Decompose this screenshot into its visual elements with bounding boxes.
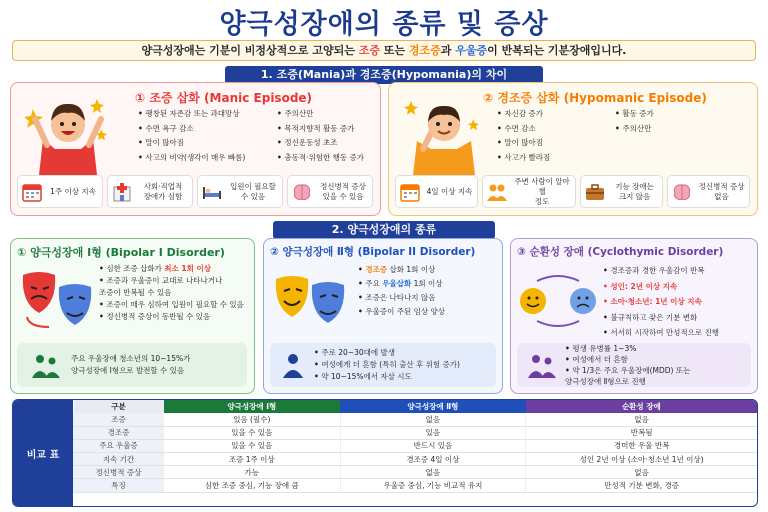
mania-symptom: • 주의산만: [277, 107, 364, 122]
mania-criteria: [17, 175, 373, 208]
hospital-icon: [111, 181, 133, 203]
table-cell: 반드시 있음: [340, 439, 526, 452]
hypomania-symptom: • 활동 증가: [615, 107, 654, 122]
cyclothymic-item: • 불규칙하고 잦은 기분 변화: [603, 310, 719, 326]
table-cell: 조증 1주 이상: [164, 453, 341, 466]
mood-cycle-icon: [517, 275, 599, 327]
intro-mid2: 과: [440, 44, 456, 57]
bipolar1-item-b: 최소 1회 이상: [164, 264, 211, 273]
cyclothymic-note-list: [565, 343, 690, 387]
hypomania-title: ② 경조증 삽화 (Hypomanic Episode): [483, 91, 707, 105]
comparison-grid: [73, 400, 757, 493]
table-cell: 있음 (필수): [164, 413, 341, 426]
cyclothymic-note-item: • 약 1/3은 주요 우울장애(MDD) 또는 양극성장애 Ⅱ형으로 진행: [565, 365, 690, 387]
table-cell: 반복됨: [526, 426, 757, 439]
bipolar1-item: • 조증이 매우 심하여 입원이 필요할 수 있음: [99, 299, 254, 311]
table-cell: 성인 2년 이상 (소아·청소년 1년 이상): [526, 453, 757, 466]
bipolar2-item-c: 주요: [365, 279, 383, 288]
hypomania-symptom: • 사고가 빨라짐: [497, 151, 550, 166]
hospital-bed-icon: [201, 181, 223, 203]
cyclothymic-item: • 서서히 시작하여 만성적으로 진행: [603, 325, 719, 341]
calendar-icon: [399, 181, 421, 203]
criteria-psychosis-text: 정신병적 증상 있을 수 있음: [320, 181, 366, 201]
bipolar2-note-item: • 주로 20~30대에 발생: [314, 347, 460, 359]
page-title: 양극성장애의 종류 및 증상: [219, 9, 549, 40]
criteria-duration-text: 4일 이상 지속: [426, 186, 473, 196]
table-cell: 조증: [74, 413, 164, 426]
bipolar2-item: [358, 277, 445, 291]
bipolar2-item-a: 경조증: [365, 265, 388, 274]
mania-symptoms-left: [138, 107, 245, 165]
people-icon: [31, 352, 61, 378]
excited-person-illustration: [25, 89, 111, 175]
table-header: 순환성 장애: [526, 400, 757, 413]
calendar-icon: [21, 181, 43, 203]
mania-symptom: • 정신운동성 초조: [277, 136, 364, 151]
cyclothymic-panel: [510, 238, 758, 394]
bipolar2-note-item: • 약 10~15%에서 자살 시도: [314, 371, 460, 383]
mania-panel: [10, 82, 381, 216]
bipolar1-title: ① 양극성장애 Ⅰ형 (Bipolar I Disorder): [17, 246, 225, 259]
mania-title: ① 조증 삽화 (Manic Episode): [135, 91, 313, 105]
people-icon: [527, 352, 557, 378]
table-row: [74, 479, 758, 492]
table-row: [74, 413, 758, 426]
criteria-function-text: 기능 장애는 크지 않음: [615, 181, 654, 201]
bipolar2-note-list: [314, 347, 460, 383]
intro-mania: 조증: [358, 44, 380, 57]
mania-symptoms-right: [277, 107, 364, 165]
hypomania-symptoms-left: [497, 107, 550, 165]
cyclothymic-item: • 소아·청소년: 1년 이상 지속: [603, 294, 719, 310]
briefcase-icon: [584, 181, 606, 203]
bipolar2-item-d: 우울삽화: [382, 279, 412, 288]
bipolar2-panel: [263, 238, 503, 394]
intro-post: 이 반복되는 기분장애입니다.: [487, 44, 627, 57]
person-icon: [282, 352, 304, 378]
brain-icon: [291, 181, 313, 203]
criteria-hospitalization: [197, 175, 283, 208]
people-icon: [486, 181, 508, 203]
criteria-duration-text: 1주 이상 지속: [50, 186, 96, 196]
hypomania-symptom: • 주의산만: [615, 122, 654, 137]
criteria-duration: [17, 175, 103, 208]
comparison-table: [12, 399, 758, 507]
table-cell: 경미한 우울 반복: [526, 439, 757, 452]
bipolar1-note-text: 주요 우울장애 청소년의 10~15%가 양극성장애 Ⅰ형으로 발전할 수 있음: [71, 354, 191, 375]
criteria-impairment-text: 사회·직업적 장애가 심함: [143, 181, 183, 201]
hypomania-panel: [388, 82, 758, 216]
cyclothymic-note: [517, 343, 751, 387]
mania-symptom: • 말이 많아짐: [138, 136, 245, 151]
brain-icon: [671, 181, 693, 203]
table-cell: 정신병적 증상: [74, 466, 164, 479]
table-cell: 심한 조증 중심, 기능 장애 큼: [164, 479, 341, 492]
mania-symptom: • 수면 욕구 감소: [138, 122, 245, 137]
criteria-noticeable: [482, 175, 576, 208]
section1-header: 1. 조증(Mania)과 경조증(Hypomania)의 차이: [225, 66, 543, 84]
criteria-function: [580, 175, 663, 208]
table-cell: 주요 우울증: [74, 439, 164, 452]
hypomania-symptom: • 자신감 증가: [497, 107, 550, 122]
table-cell: 없음: [526, 413, 757, 426]
cyclothymic-criteria: [603, 263, 719, 341]
table-cell: 경조증 4일 이상: [340, 453, 526, 466]
bipolar2-item: • 조증은 나타나지 않음: [358, 291, 445, 305]
mania-symptom: • 충동적·위험한 행동 증가: [277, 151, 364, 166]
table-row: [74, 426, 758, 439]
bipolar1-criteria: [99, 263, 254, 323]
table-cell: 있을 수 있음: [164, 426, 341, 439]
table-side-label: 비교 표: [13, 400, 73, 506]
table-header: 구분: [74, 400, 164, 413]
cyclothymic-item: • 성인: 2년 이상 지속: [603, 279, 719, 295]
bipolar2-item-b: 삽화 1회 이상: [387, 265, 436, 274]
intro-pre: 양극성장애는 기분이 비정상적으로 고양되는: [141, 44, 359, 57]
cyclothymic-note-item: • 여성에서 더 흔함: [565, 354, 690, 365]
confident-person-illustration: [403, 89, 485, 175]
table-cell: 지속 기간: [74, 453, 164, 466]
table-cell: 있음: [340, 426, 526, 439]
table-header: 양극성장애 Ⅰ형: [164, 400, 341, 413]
table-cell: 특징: [74, 479, 164, 492]
table-cell: 우울증 중심, 기능 비교적 유지: [340, 479, 526, 492]
table-row: [74, 453, 758, 466]
bipolar2-item: [358, 263, 445, 277]
drama-masks-icon: [19, 269, 99, 331]
mania-symptom: • 목적지향적 활동 증가: [277, 122, 364, 137]
hypomania-criteria: [395, 175, 750, 208]
drama-masks-icon: [272, 269, 352, 331]
cyclothymic-item: • 경조증과 경한 우울감이 반복: [603, 263, 719, 279]
bipolar1-item: [99, 263, 254, 275]
hypomania-symptom: • 수면 감소: [497, 122, 550, 137]
criteria-impairment: [107, 175, 193, 208]
cyclothymic-title: ③ 순환성 장애 (Cyclothymic Disorder): [517, 246, 724, 258]
mania-symptom: • 팽창된 자존감 또는 과대망상: [138, 107, 245, 122]
bipolar2-item-e: 1회 이상: [411, 279, 443, 288]
bipolar2-item: • 우울증이 주된 임상 양상: [358, 305, 445, 319]
criteria-hospitalization-text: 입원이 필요할 수 있음: [230, 181, 276, 201]
mania-symptom: • 사고의 비약(생각이 매우 빠름): [138, 151, 245, 166]
table-header-row: [74, 400, 758, 413]
intro-hypomania: 경조증: [408, 44, 441, 57]
criteria-psychosis: [287, 175, 373, 208]
hypomania-symptom: • 말이 많아짐: [497, 136, 550, 151]
section2-header: 2. 양극성장애의 종류: [273, 221, 495, 239]
table-cell: 경조증: [74, 426, 164, 439]
bipolar1-item: • 정신병적 증상이 동반될 수 있음: [99, 311, 254, 323]
intro-mid1: 또는: [379, 44, 409, 57]
bipolar2-criteria: [358, 263, 445, 319]
bipolar1-item-a: 심한 조증 삽화가: [106, 264, 165, 273]
cyclothymic-note-item: • 평생 유병률 1~3%: [565, 343, 690, 354]
bipolar2-title: ② 양극성장애 Ⅱ형 (Bipolar II Disorder): [270, 246, 476, 258]
bipolar1-item: • 조증과 우울증이 교대로 나타나거나 조증이 반복될 수 있음: [99, 275, 254, 299]
table-row: [74, 466, 758, 479]
bipolar1-note: [17, 343, 247, 387]
table-cell: 가능: [164, 466, 341, 479]
criteria-psychosis: [667, 175, 750, 208]
table-cell: 없음: [340, 466, 526, 479]
table-row: [74, 439, 758, 452]
bipolar2-note: [270, 343, 496, 387]
criteria-duration: [395, 175, 478, 208]
bipolar2-note-item: • 여성에게 더 흔함 (특히 출산 후 위험 증가): [314, 359, 460, 371]
bipolar1-panel: [10, 238, 255, 394]
table-cell: 없음: [340, 413, 526, 426]
criteria-psychosis-text: 정신병적 증상 없음: [698, 181, 745, 201]
intro-depression: 우울증: [455, 44, 488, 57]
criteria-noticeable-text: 주변 사람이 알아챌 정도: [514, 176, 570, 206]
table-cell: 없음: [526, 466, 757, 479]
intro-banner: [12, 40, 756, 61]
table-header: 양극성장애 Ⅱ형: [340, 400, 526, 413]
table-cell: 만성적 기분 변화, 경증: [526, 479, 757, 492]
table-cell: 있을 수 있음: [164, 439, 341, 452]
hypomania-symptoms-right: [615, 107, 654, 136]
